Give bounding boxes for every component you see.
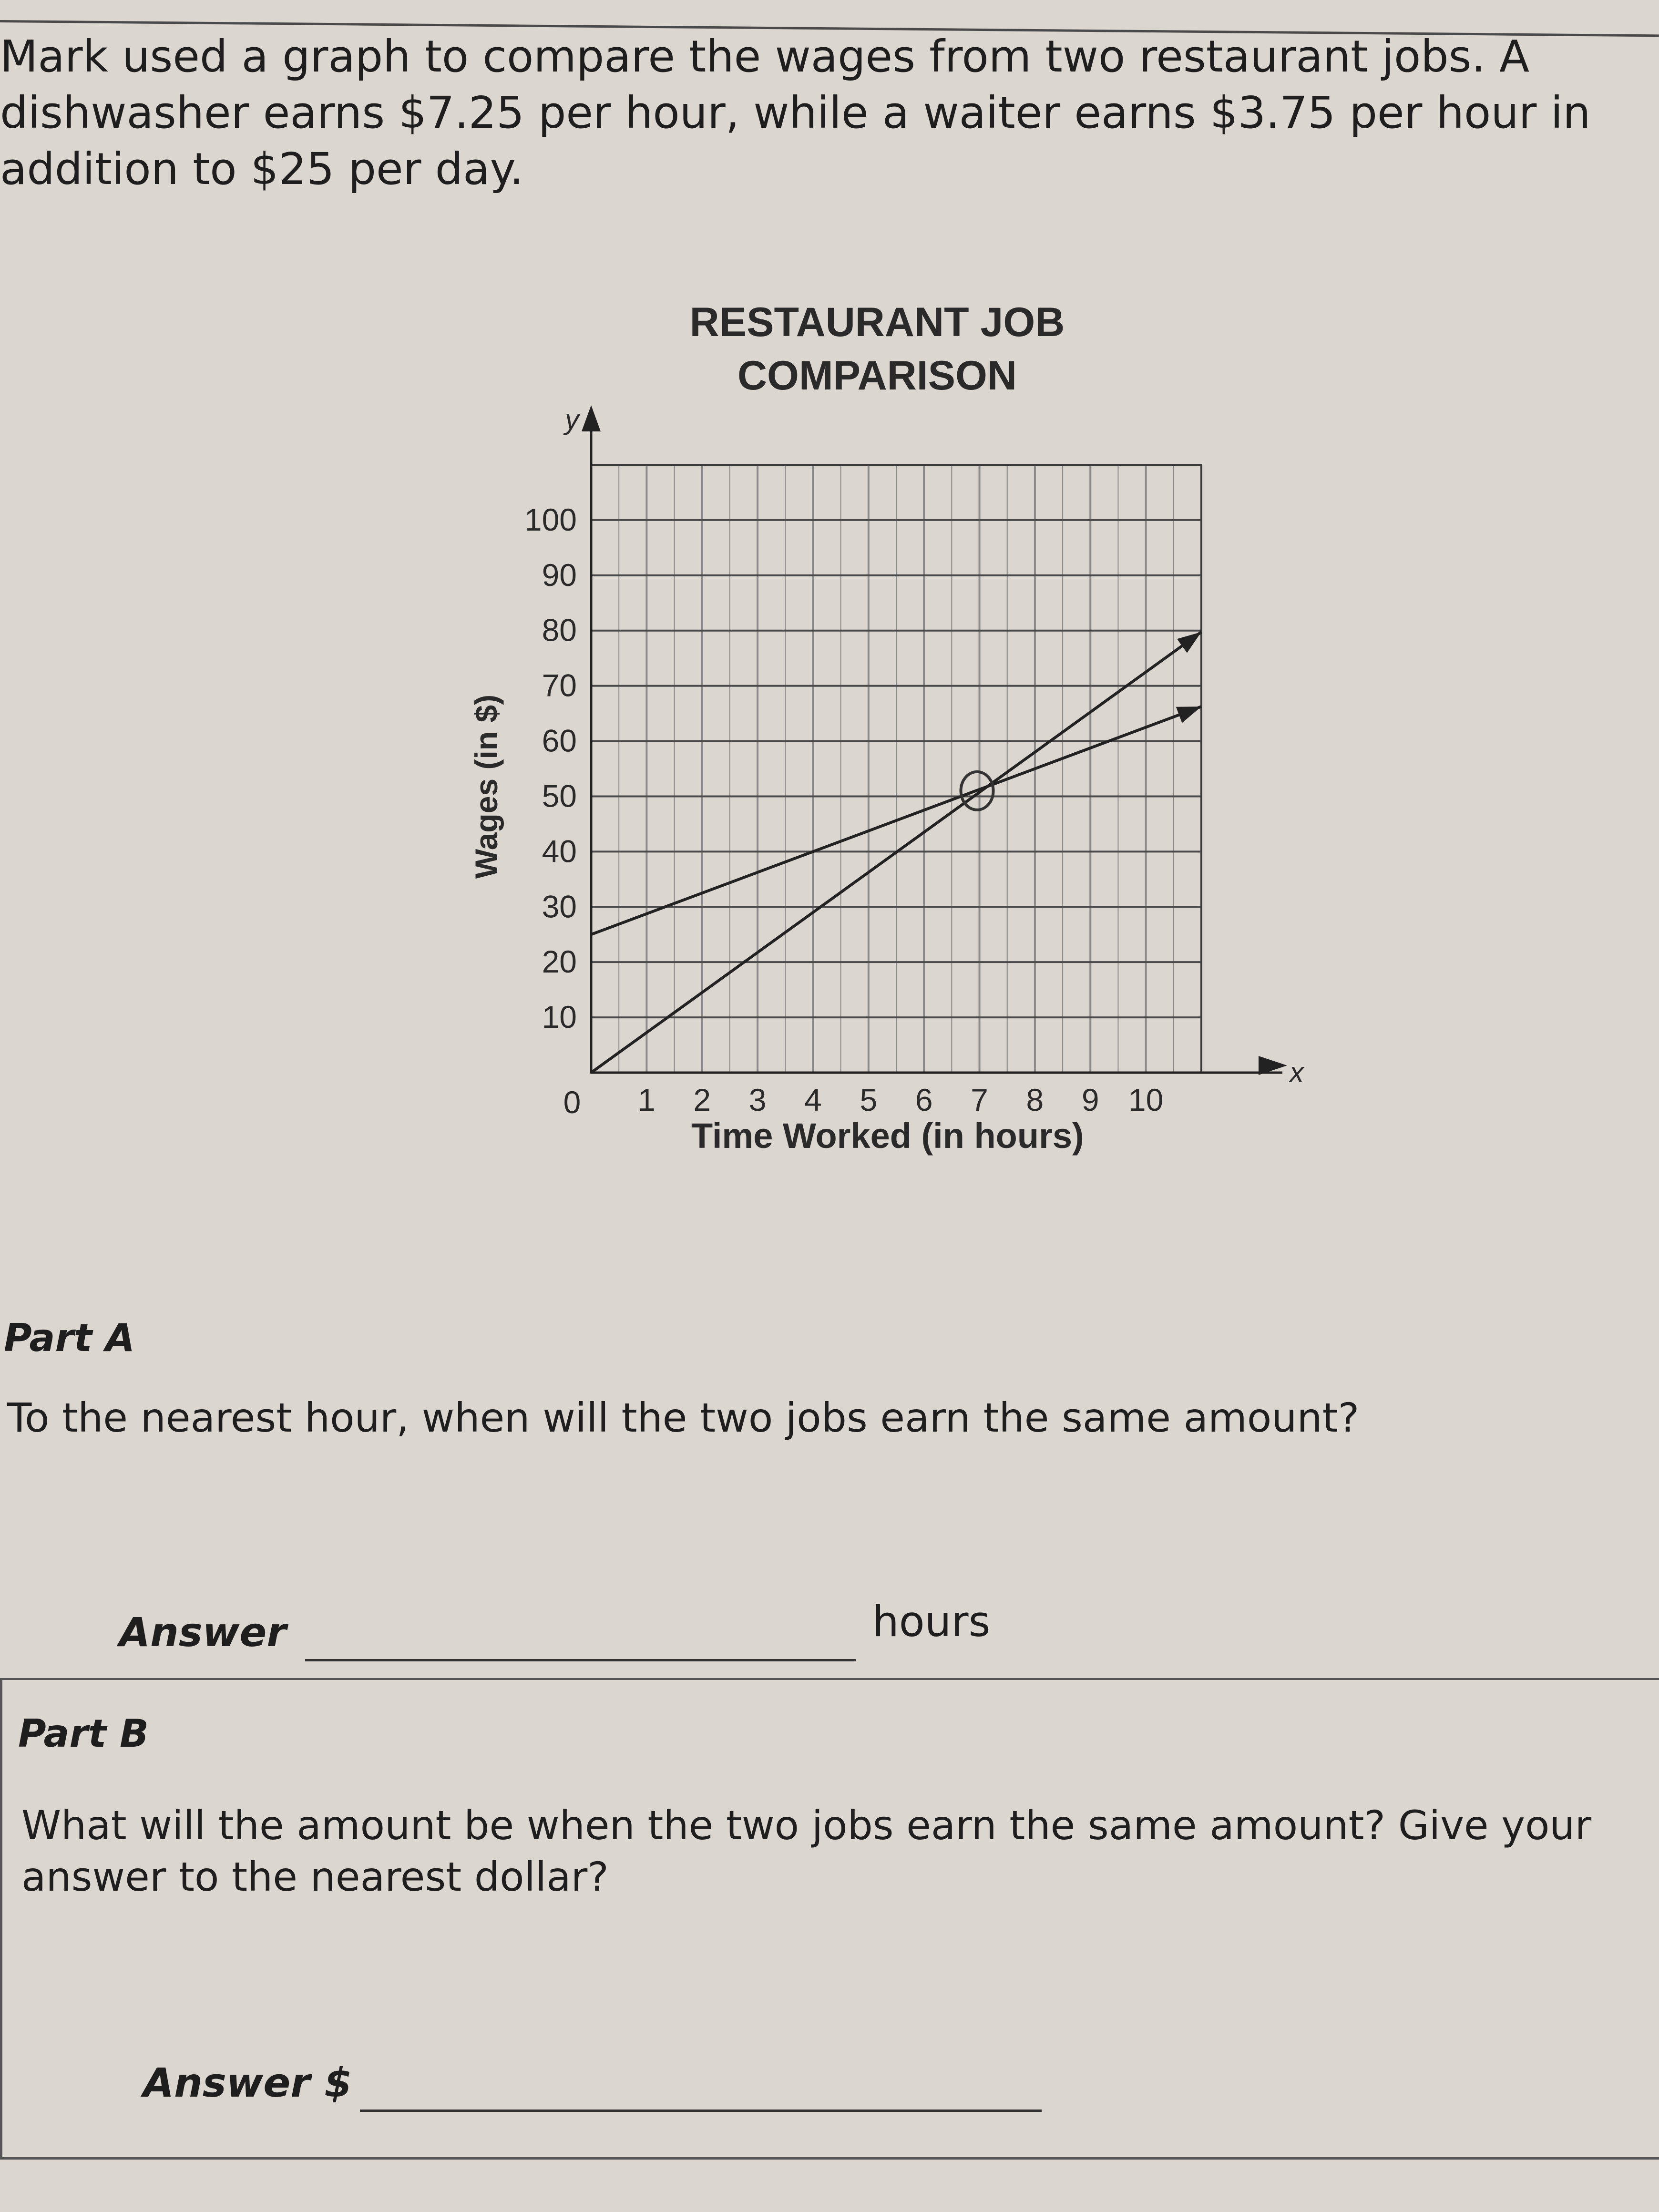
problem-statement: Mark used a graph to compare the wages from two restaurant jobs. A dishwasher earns $7.25 per hour, while a waiter earns $3.75 per hour in addition to $25 per day. — [0, 31, 1591, 195]
part-a-question: To the nearest hour, when will the two jobs earn the same amount? — [7, 1394, 1360, 1441]
x-axis-label: Time Worked (in hours) — [691, 1116, 1084, 1156]
y-tick-label: 60 — [542, 723, 577, 758]
y-tick-label: 40 — [542, 833, 577, 869]
part-b-answer-field[interactable] — [360, 2067, 1042, 2112]
x-axis-symbol: x — [1290, 1056, 1304, 1088]
y-tick-label: 70 — [542, 667, 577, 703]
y-tick-label: 90 — [542, 557, 577, 593]
part-b-question: What will the amount be when the two jobs earn the same amount? Give your answer to the nearest dollar? — [21, 1802, 1592, 1900]
part-a-answer-label: Answer — [119, 1609, 287, 1656]
y-tick-label: 30 — [542, 889, 577, 924]
series-arrowhead-icon — [1177, 632, 1201, 653]
y-axis-arrow-icon — [582, 405, 601, 431]
y-tick-label: 10 — [542, 999, 577, 1035]
chart-title: RESTAURANT JOB COMPARISON — [689, 299, 1065, 399]
x-tick-label: 9 — [1081, 1082, 1099, 1117]
origin-label: 0 — [563, 1085, 581, 1120]
y-tick-label: 50 — [542, 778, 577, 814]
y-tick-label: 80 — [542, 612, 577, 648]
x-tick-label: 8 — [1026, 1082, 1044, 1117]
part-a-unit: hours — [872, 1597, 991, 1646]
y-axis-label: Wages (in $) — [469, 694, 504, 879]
x-tick-label: 2 — [693, 1082, 711, 1117]
part-b-label: Part B — [18, 1711, 149, 1756]
y-tick-label: 100 — [524, 502, 577, 537]
x-tick-label: 4 — [804, 1082, 822, 1117]
x-tick-label: 7 — [971, 1082, 988, 1117]
part-a-answer-field[interactable] — [305, 1616, 856, 1661]
x-tick-label: 10 — [1128, 1082, 1164, 1117]
x-tick-label: 5 — [860, 1082, 878, 1117]
x-tick-label: 1 — [638, 1082, 655, 1117]
x-tick-label: 6 — [915, 1082, 933, 1117]
x-tick-label: 3 — [748, 1082, 767, 1117]
part-a-label: Part A — [4, 1316, 135, 1360]
part-b-answer-label: Answer $ — [143, 2059, 352, 2106]
y-axis-symbol: y — [565, 403, 579, 435]
series-arrowhead-icon — [1176, 707, 1201, 723]
y-tick-label: 20 — [542, 944, 577, 980]
